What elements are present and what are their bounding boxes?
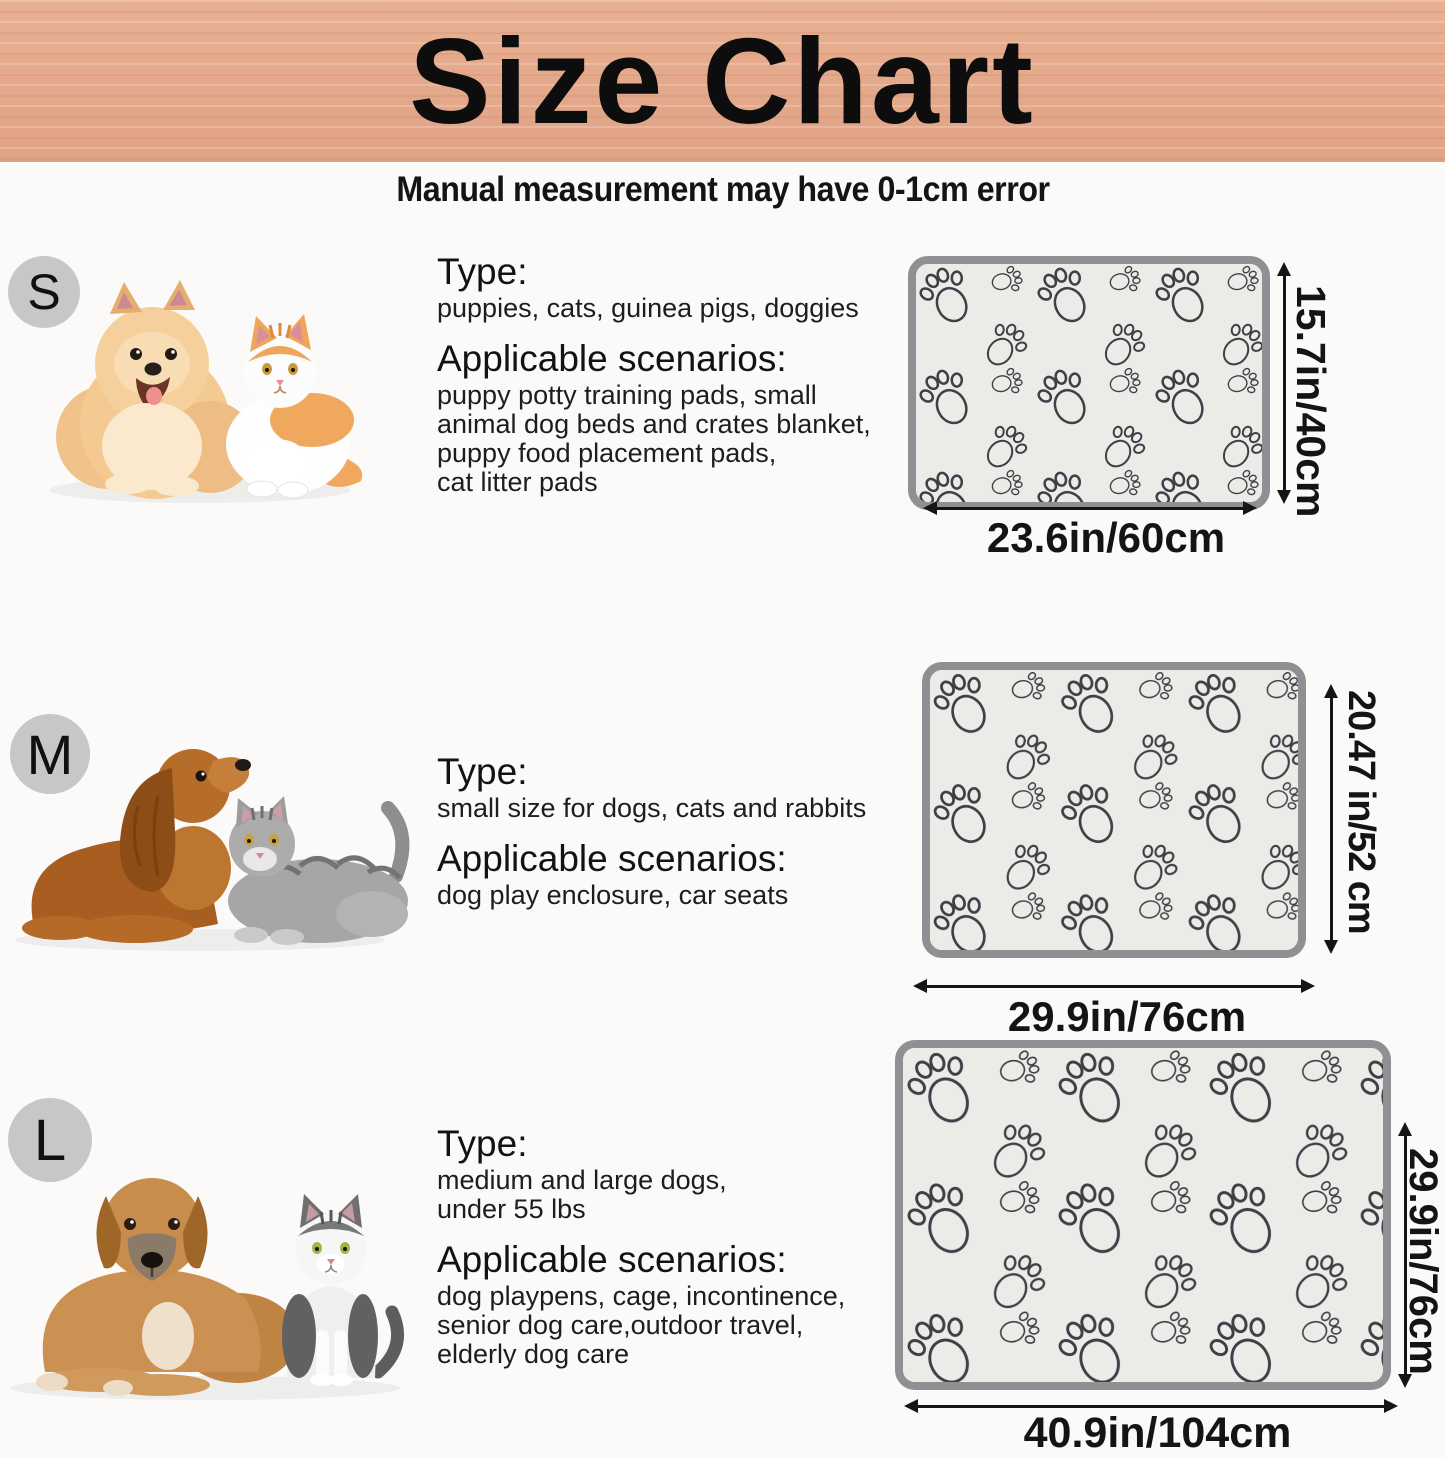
pad-m (922, 662, 1306, 958)
scenarios-heading: Applicable scenarios: (437, 338, 787, 379)
pad-s (908, 256, 1270, 510)
type-heading: Type: (437, 251, 528, 292)
subtitle: Manual measurement may have 0-1cm error (395, 170, 1050, 209)
size-l-description (437, 1122, 927, 1369)
large-tan-dog-illustration (36, 1178, 298, 1396)
width-arrow (916, 1405, 1386, 1408)
scenario-line: animal dog beds and crates blanket, (437, 409, 871, 439)
scenario-line: cat litter pads (437, 467, 598, 497)
pets-photo-l (0, 1140, 430, 1402)
width-label: 40.9in/104cm (1023, 1409, 1292, 1457)
page-title: Size Chart (409, 13, 1036, 149)
width-arrow (935, 507, 1245, 510)
size-badge-m: M (10, 714, 90, 794)
gray-tabby-cat-illustration (228, 796, 408, 945)
type-text: small size for dogs, cats and rabbits (437, 793, 867, 823)
gray-white-cat-illustration (282, 1194, 398, 1386)
scenario-line: senior dog care,outdoor travel, (437, 1310, 804, 1340)
scenario-line: puppy potty training pads, small (437, 380, 817, 410)
size-badge-s: S (8, 256, 80, 328)
width-label: 29.9in/76cm (1007, 993, 1247, 1040)
type-text: under 55 lbs (437, 1194, 586, 1224)
type-text: medium and large dogs, (437, 1165, 727, 1195)
orange-white-cat-illustration (226, 314, 362, 498)
pets-photo-m (0, 716, 430, 954)
paw-pattern (930, 670, 1298, 950)
type-heading: Type: (437, 1123, 528, 1164)
height-label: 20.47 in/52 cm (1340, 690, 1382, 934)
scenarios-heading: Applicable scenarios: (437, 838, 787, 879)
width-arrow (925, 985, 1303, 988)
pets-photo-s (30, 252, 375, 510)
scenario-line: elderly dog care (437, 1339, 630, 1369)
pad-l (895, 1040, 1391, 1390)
pomeranian-dog-illustration (56, 280, 256, 499)
scenario-line: puppy food placement pads, (437, 438, 777, 468)
paw-pattern (916, 264, 1262, 502)
type-text: puppies, cats, guinea pigs, doggies (437, 293, 859, 323)
size-badge-l: L (8, 1098, 92, 1182)
scenario-line: dog playpens, cage, incontinence, (437, 1281, 846, 1311)
paw-pattern (903, 1048, 1383, 1382)
height-label: 29.9in/76cm (1401, 1147, 1445, 1375)
width-label: 23.6in/60cm (986, 514, 1226, 561)
height-label: 15.7in/40cm (1288, 284, 1334, 518)
size-m-description (437, 750, 927, 910)
scenarios-heading: Applicable scenarios: (437, 1239, 787, 1280)
cocker-spaniel-illustration (22, 749, 251, 943)
scenario-line: dog play enclosure, car seats (437, 880, 789, 910)
banner (0, 0, 1445, 162)
size-s-description (437, 250, 917, 497)
type-heading: Type: (437, 751, 528, 792)
height-arrow (1330, 696, 1333, 942)
height-arrow (1283, 274, 1286, 492)
